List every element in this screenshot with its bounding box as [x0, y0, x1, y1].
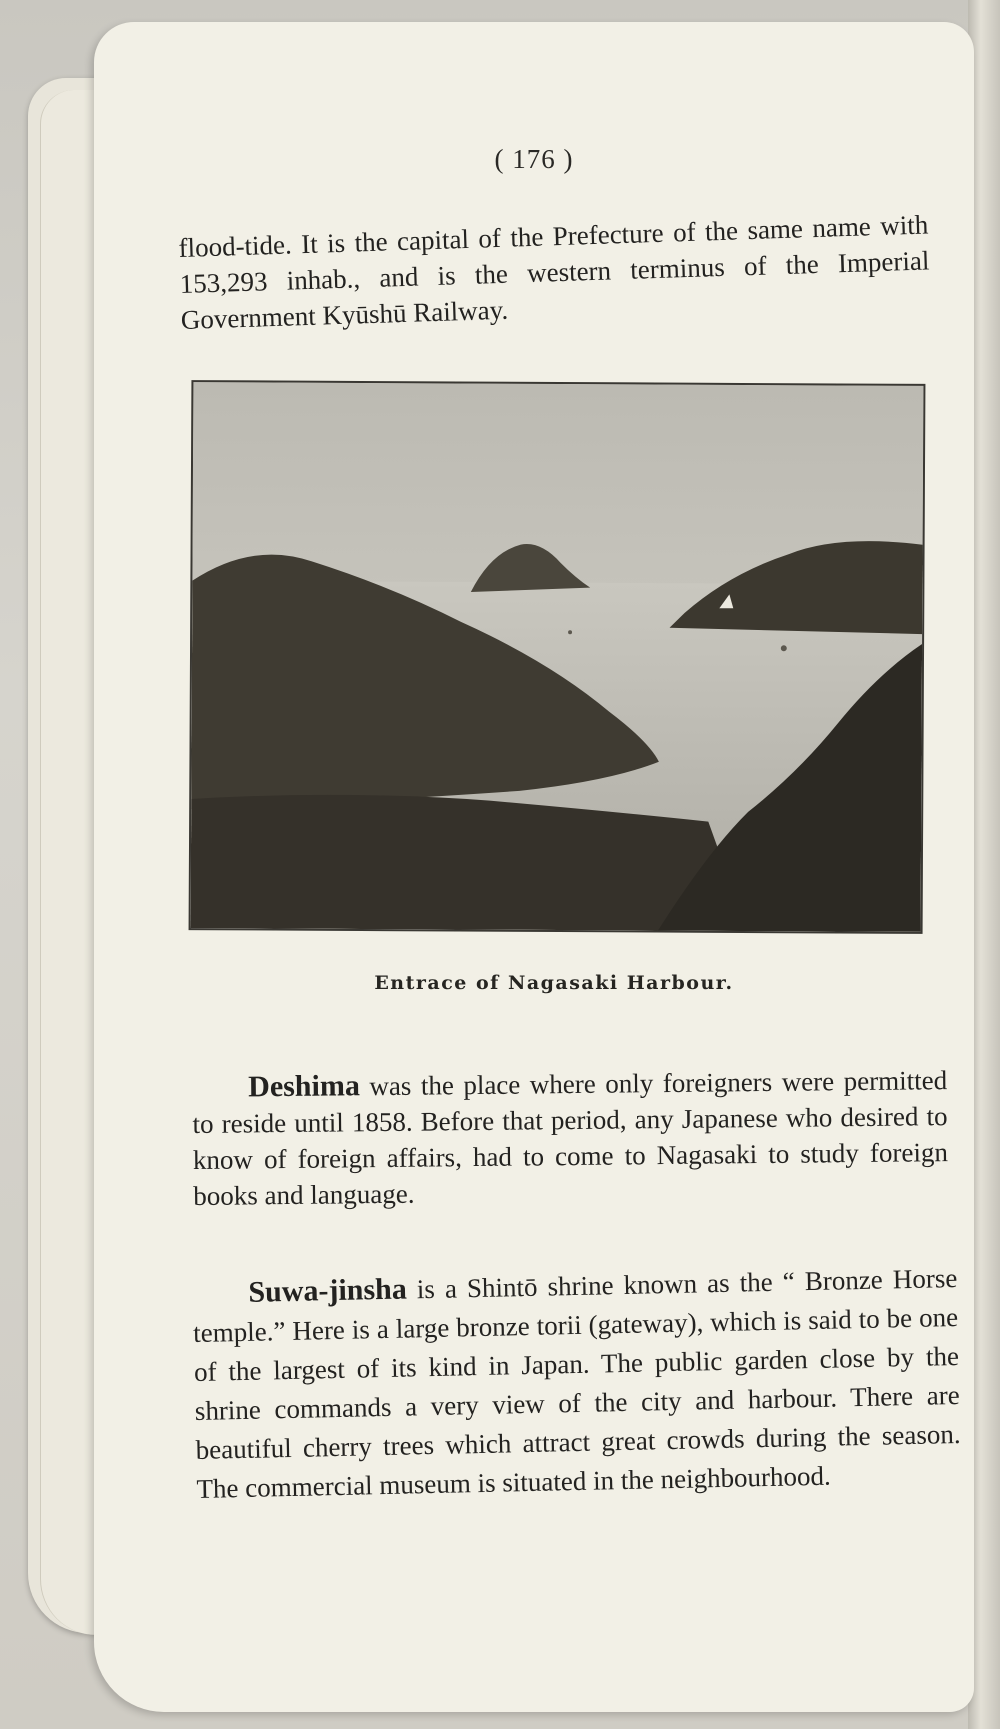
harbour-photo: [189, 380, 926, 934]
deshima-text: was the place where only foreigners were permitted to reside until 1858. Before that period, any Japanese who desired to know of foreign affairs, had to come to Nagasaki to study foreign books and language.: [192, 1065, 949, 1211]
book-page: [94, 22, 974, 1712]
suwa-text: is a Shintō shrine known as the “ Bronze Horse temple.” Here is a large bronze torii (gateway), which is said to be one of the largest of its kind in Japan. The public garden close by the shrine commands a very view of the city and harbour. There are beautiful cherry trees which attract great crowds during the season. The commercial museum is situated in the neighbourhood.: [192, 1262, 961, 1504]
deshima-heading: Deshima: [248, 1069, 361, 1104]
suwa-heading: Suwa-jinsha: [248, 1272, 408, 1309]
page-number: ( 176 ): [494, 144, 574, 174]
photo-caption: Entrace of Nagasaki Harbour.: [374, 972, 734, 994]
deshima-paragraph: [192, 1062, 948, 1214]
suwa-paragraph: [192, 1258, 962, 1509]
intro-paragraph: flood-tide. It is the capital of the Prefecture of the same name with 153,293 inhab., and is the western terminus of the Imperial Government Kyūshū Railway.: [178, 209, 930, 335]
harbour-photo-illustration: [191, 382, 924, 932]
